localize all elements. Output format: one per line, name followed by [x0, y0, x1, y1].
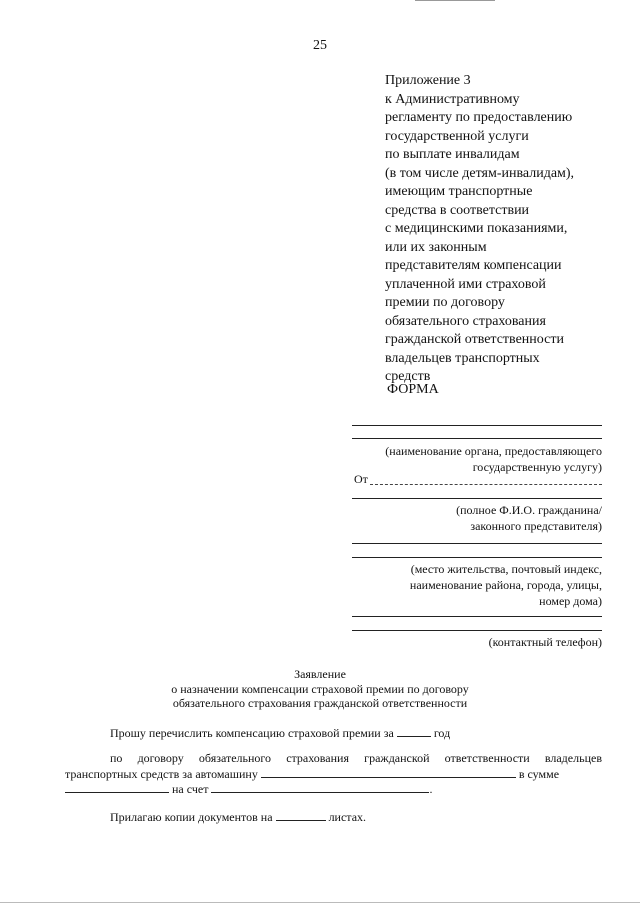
- contract-paragraph-line-1: по договору обязательного страхования гражданской ответственности владельцев: [110, 751, 602, 765]
- appendix-line: представителям компенсации: [385, 258, 562, 273]
- appendix-line: или их законным: [385, 239, 487, 255]
- attachments-paragraph: [110, 809, 366, 825]
- appendix-line: имеющим транспортные: [385, 184, 533, 199]
- contract-paragraph-line-2: [65, 766, 559, 782]
- phone-caption: [302, 634, 602, 650]
- top-edge-line: [415, 0, 495, 1]
- appendix-line: обязательного страхования: [385, 313, 546, 329]
- address-caption-line: номер дома): [539, 594, 602, 608]
- request-text: Прошу перечислить компенсацию страховой премии за: [110, 726, 394, 740]
- address-line-1[interactable]: [352, 543, 602, 544]
- page-number: 25: [313, 38, 327, 53]
- phone-line-1[interactable]: [352, 616, 602, 617]
- appendix-line: средств: [385, 369, 431, 384]
- account-field[interactable]: [211, 781, 429, 793]
- phone-caption-line: (контактный телефон): [488, 635, 602, 649]
- fio-line-2[interactable]: [352, 498, 602, 499]
- amount-label: в сумме: [518, 767, 560, 781]
- organ-name-line-2[interactable]: [352, 438, 602, 439]
- statement-subtitle-line: о назначении компенсации страховой премии по договору: [171, 682, 469, 696]
- appendix-line: государственной услуги: [385, 128, 529, 144]
- from-name-line[interactable]: [370, 484, 602, 485]
- appendix-line: премии по договору: [385, 295, 505, 310]
- fio-caption-line: (полное Ф.И.О. гражданина/: [456, 503, 602, 517]
- address-line-2[interactable]: [352, 557, 602, 558]
- address-caption-line: наименование района, города, улицы,: [409, 578, 602, 592]
- account-label: на счет: [172, 782, 209, 796]
- appendix-line: по выплате инвалидам: [385, 147, 520, 162]
- vehicle-field[interactable]: [261, 766, 516, 778]
- attachments-text: Прилагаю копии документов на: [110, 810, 273, 824]
- appendix-line: гражданской ответственности: [385, 332, 564, 347]
- address-caption: [302, 561, 602, 609]
- bottom-edge-line: [0, 902, 640, 903]
- statement-title: Заявление: [294, 667, 346, 681]
- appendix-line: с медицинскими показаниями,: [385, 221, 568, 236]
- appendix-line: (в том числе детям-инвалидам),: [385, 165, 575, 181]
- contract-paragraph-line-3: [65, 781, 432, 797]
- appendix-line: Приложение 3: [385, 73, 471, 88]
- fio-caption: [302, 502, 602, 534]
- period: .: [429, 782, 433, 796]
- organ-caption-line: (наименование органа, предоставляющего: [385, 444, 602, 458]
- form-label: ФОРМА: [387, 382, 439, 397]
- amount-field[interactable]: [65, 781, 169, 793]
- fio-caption-line: законного представителя): [470, 519, 602, 533]
- statement-subtitle-line: обязательного страхования гражданской ответственности: [172, 696, 468, 710]
- phone-line-2[interactable]: [352, 630, 602, 631]
- organ-caption-line: государственную услугу): [472, 460, 602, 474]
- appendix-header: [385, 72, 630, 387]
- sheets-count-field[interactable]: [276, 809, 326, 821]
- vehicle-label: транспортных средств за автомашину: [65, 767, 258, 781]
- appendix-line: регламенту по предоставлению: [385, 110, 573, 125]
- request-paragraph: [110, 725, 450, 741]
- appendix-line: к Административному: [385, 91, 520, 107]
- appendix-line: средства в соответствии: [385, 202, 530, 218]
- year-field[interactable]: [397, 725, 431, 737]
- organ-caption: [302, 443, 602, 475]
- organ-name-line-1[interactable]: [352, 425, 602, 426]
- sheets-label: листах.: [328, 810, 367, 824]
- appendix-line: владельцев транспортных: [385, 350, 540, 366]
- from-label: От: [354, 472, 368, 486]
- address-caption-line: (место жительства, почтовый индекс,: [410, 562, 602, 576]
- appendix-line: уплаченной ими страховой: [385, 276, 546, 292]
- year-label: год: [433, 726, 451, 740]
